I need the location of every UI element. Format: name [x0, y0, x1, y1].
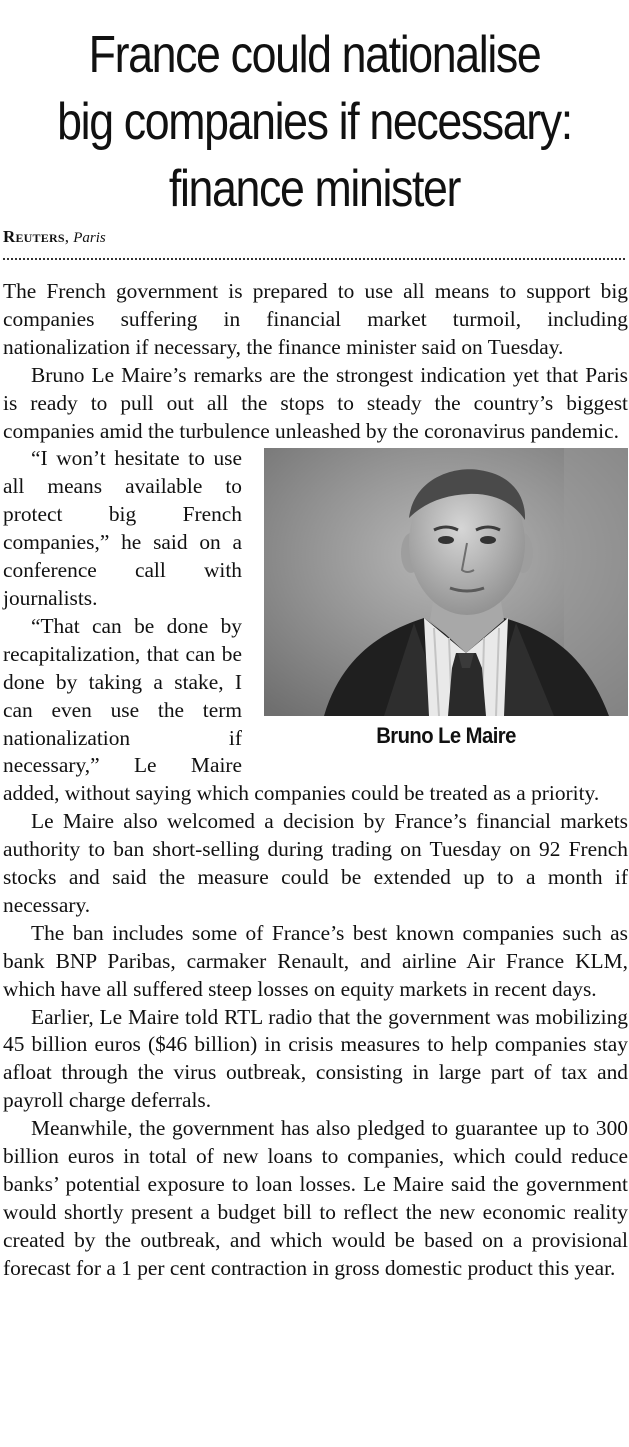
byline-agency: Reuters — [3, 227, 65, 246]
headline — [44, 0, 585, 223]
headline-line-1: France could nationalise — [88, 26, 541, 84]
paragraph-3: “I won’t hesitate to use all means available to protect big French companies,” he said on a conference call with journalists. — [3, 446, 242, 610]
photo-caption: Bruno Le Maire — [376, 723, 516, 749]
dotted-divider — [3, 258, 625, 260]
paragraph-5: Le Maire also welcomed a decision by France’s financial markets authority to ban short-selling during trading on Tuesday on 92 French stocks and said the measure could be extended up to a month if necessary. — [3, 809, 628, 917]
paragraph-8: Meanwhile, the government has also pledged to guarantee up to 300 billion euros in total of new loans to companies, which could reduce banks’ potential exposure to loan losses. Le Maire said the government would shortly present a budget bill to reflect the new economic reality created by the outbreak, and which would be based on a provisional forecast for a 1 per cent contraction in gross domestic product this year. — [3, 1116, 628, 1280]
paragraph-4: “That can be done by recapitalization, that can be done by taking a stake, I can even use the term nationalization if necessary,” Le Maire added, without saying which companies could be treated as a priority. — [3, 613, 600, 806]
paragraph-7: Earlier, Le Maire told RTL radio that the government was mobilizing 45 billion euros ($46 billion) in crisis measures to help companies stay afloat through the virus outbreak, consisting in large part of tax and payroll charge deferrals. — [3, 1004, 628, 1113]
photo-figure — [264, 448, 628, 753]
byline — [3, 226, 106, 249]
byline-place: Paris — [73, 230, 106, 246]
article-body — [3, 278, 628, 1283]
paragraph-1: The French government is prepared to use all means to support big companies suffering in financial market turmoil, including nationalization if necessary, the finance minister said on Tuesday. — [3, 279, 628, 359]
portrait-photo — [264, 448, 628, 716]
paragraph-2: Bruno Le Maire’s remarks are the strongest indication yet that Paris is ready to pull out all the stops to steady the country’s biggest companies amid the turbulence unleashed by the coronavirus pandemic. — [3, 362, 628, 443]
headline-line-3: finance minister — [168, 160, 461, 218]
paragraph-6: The ban includes some of France’s best known companies such as bank BNP Paribas, carmaker Renault, and airline Air France KLM, which have all suffered steep losses on equity markets in recent days. — [3, 920, 628, 1001]
byline-separator: , — [64, 227, 69, 246]
headline-line-2: big companies if necessary: — [57, 93, 572, 151]
